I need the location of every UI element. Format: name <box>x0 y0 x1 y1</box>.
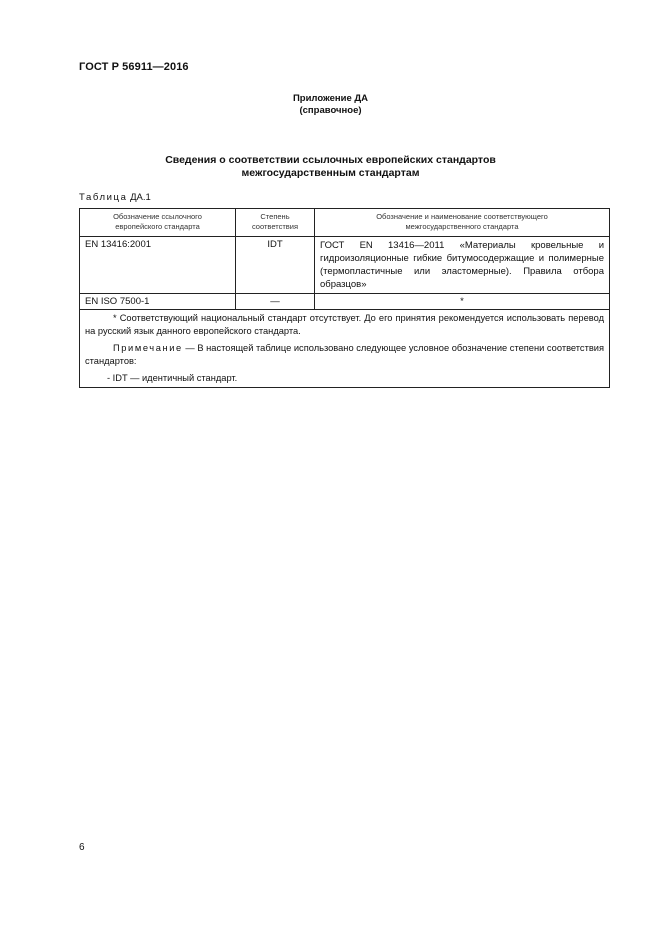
column-header-line: Обозначение ссылочного <box>113 212 202 221</box>
table-row <box>80 237 610 294</box>
note-text: — В настоящей таблице использовано следующее условное обозначение степени соответствия стандартов: <box>85 343 604 366</box>
note-bullet: - IDT — идентичный стандарт. <box>107 373 238 383</box>
cell-interstate-standard: ГОСТ EN 13416—2011 «Материалы кровельные и гидроизоляционные гибкие битумосодержащие и полимерные (термопластичные или эластомерные). Правила отбора образцов» <box>315 237 610 294</box>
annex-heading <box>0 93 661 117</box>
column-header-line: соответствия <box>251 222 299 231</box>
cell-degree: IDT <box>236 237 315 294</box>
column-header-line: Обозначение и наименование соответствующего <box>376 212 548 221</box>
table-notes-row <box>80 310 610 388</box>
column-header-line: межгосударственного стандарта <box>405 222 519 231</box>
note-label: Примечание <box>113 343 183 353</box>
table-header-row <box>80 209 610 237</box>
table-caption <box>79 192 151 203</box>
column-header-degree <box>236 209 315 237</box>
cell-interstate-standard: * <box>315 294 610 310</box>
column-header-interstate-standard <box>315 209 610 237</box>
document-code: ГОСТ Р 56911—2016 <box>79 61 189 73</box>
column-header-line: Степень <box>260 212 290 221</box>
table-caption-id: ДА.1 <box>127 192 151 203</box>
section-heading <box>0 154 661 180</box>
annex-subtitle: (справочное) <box>299 105 362 116</box>
column-header-line: европейского стандарта <box>115 222 200 231</box>
section-title-line2: межгосударственным стандартам <box>241 167 420 179</box>
note <box>85 342 604 368</box>
column-header-reference-code <box>80 209 236 237</box>
cell-reference-code: EN ISO 7500-1 <box>80 294 236 310</box>
page-number: 6 <box>79 842 85 853</box>
table-caption-prefix: Таблица <box>79 192 128 203</box>
cell-reference-code: EN 13416:2001 <box>80 237 236 294</box>
table-notes <box>80 310 610 388</box>
section-title-line1: Сведения о соответствии ссылочных европейских стандартов <box>165 154 496 166</box>
annex-title: Приложение ДА <box>292 93 369 104</box>
cell-degree: — <box>236 294 315 310</box>
footnote: * Соответствующий национальный стандарт отсутствует. До его принятия рекомендуется использовать перевод на русский язык данного европейского стандарта. <box>85 313 604 336</box>
reference-standards-table <box>79 208 610 388</box>
table-row <box>80 294 610 310</box>
